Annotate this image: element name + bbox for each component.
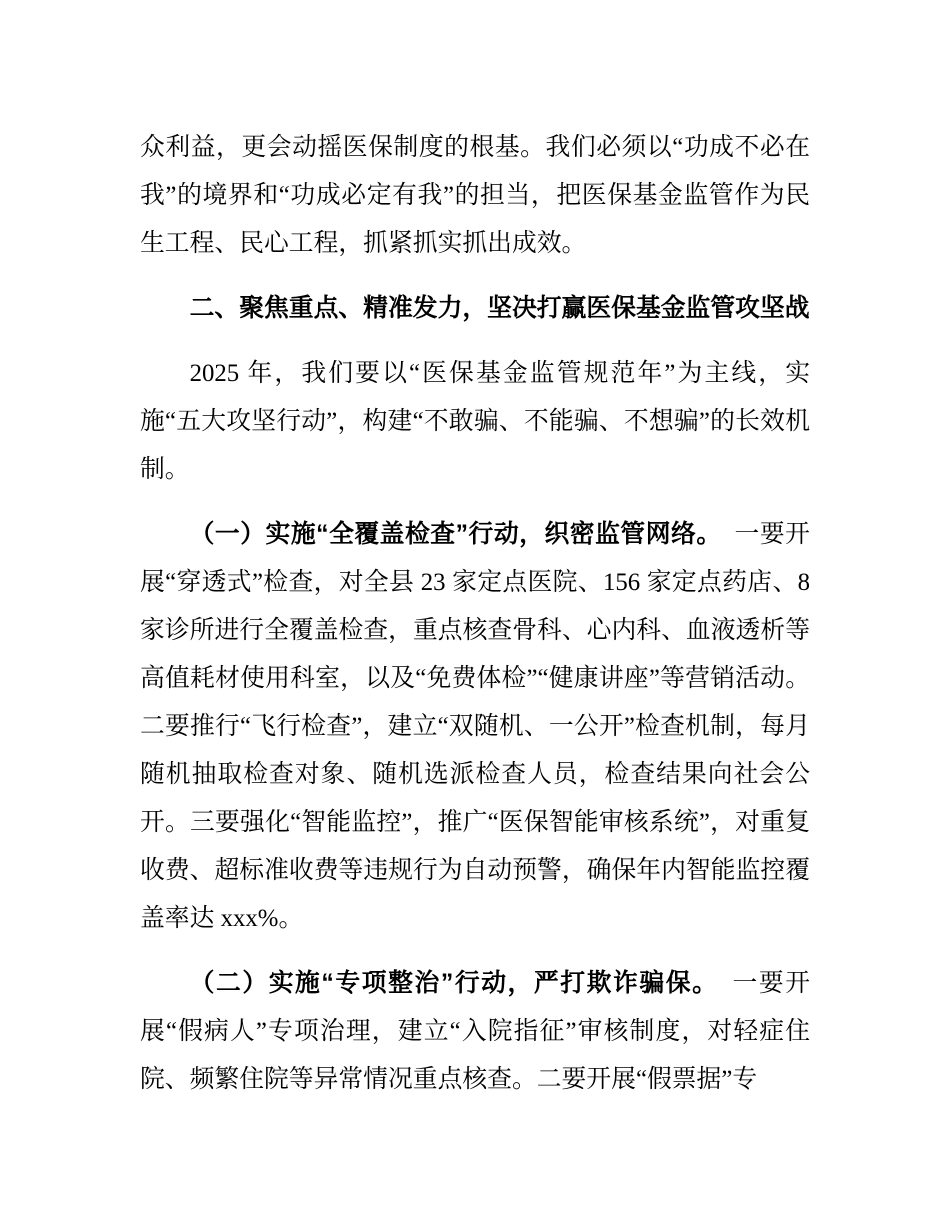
- paragraph: [140, 511, 810, 943]
- text-run: 一要开展“穿透式”检查，对全县 23 家定点医院、156 家定点药店、8 家诊所进行全覆盖检查，重点核查骨科、心内科、血液透析等高值耗材使用科室，以及“免费体检”“健康讲座”等营销活动。二要推行“飞行检查”，建立“双随机、一公开”检查机制，每月随机抽取检查对象、随机选派检查人员，检查结果向社会公开。三要强化“智能监控”，推广“医保智能审核系统”，对重复收费、超标准收费等违规行为自动预警，确保年内智能监控覆盖率达 xxx%。: [140, 521, 810, 932]
- section-heading: [140, 285, 810, 333]
- paragraph: [140, 960, 810, 1104]
- bold-text-run: （一）实施“全覆盖检查”行动，织密监管网络。: [189, 521, 710, 548]
- paragraph: [140, 124, 810, 268]
- bold-text-run: （二）实施“专项整治”行动，严打欺诈骗保。: [189, 970, 707, 997]
- text-run: 众利益，更会动摇医保制度的根基。我们必须以“功成不必在我”的境界和“功成必定有我”的担当，把医保基金监管作为民生工程、民心工程，抓紧抓实抓出成效。: [140, 134, 810, 257]
- text-run: 一要开展“假病人”专项治理，建立“入院指征”审核制度，对轻症住院、频繁住院等异常情况重点核查。二要开展“假票据”专: [140, 970, 810, 1093]
- paragraph: [140, 350, 810, 494]
- bold-text-run: 二、聚焦重点、精准发力，坚决打赢医保基金监管攻坚战: [189, 295, 810, 322]
- text-run: 2025 年，我们要以“医保基金监管规范年”为主线，实施“五大攻坚行动”，构建“不敢骗、不能骗、不想骗”的长效机制。: [140, 360, 810, 483]
- document-content: [140, 124, 810, 1121]
